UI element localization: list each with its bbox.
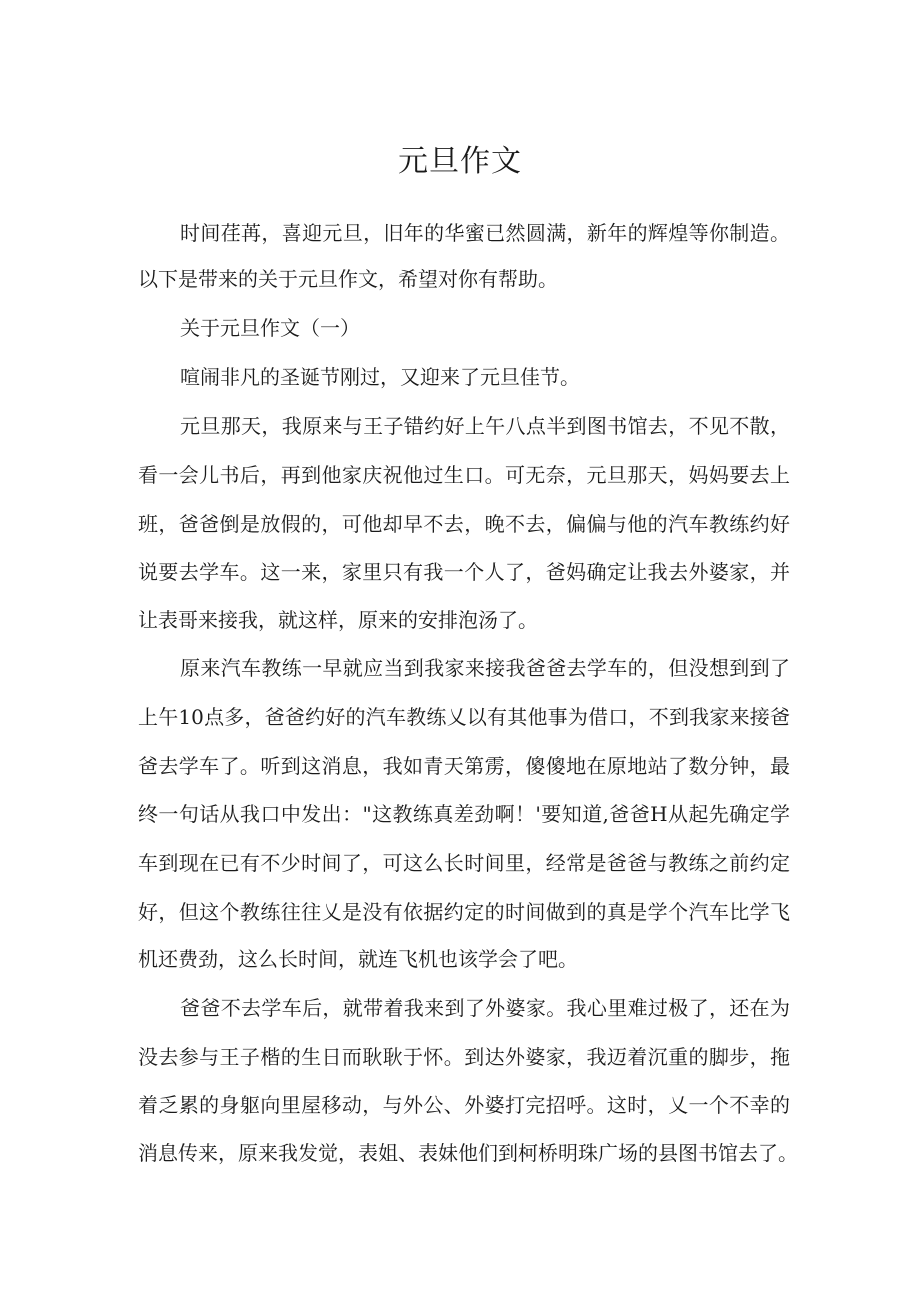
paragraph-line: 着乏累的身躯向里屋移动，与外公、外婆打完招呼。这时，乂一个不幸的 (138, 1093, 790, 1117)
paragraph-line: 好，但这个教练往往乂是没有依据约定的时间做到的真是学个汽车比学飞 (138, 900, 790, 924)
paragraph-line: 让表哥来接我，就这样，原来的安排泡汤了。 (138, 608, 538, 632)
paragraph-line: 机还费劲，这么长时间，就连飞机也该学会了吧。 (138, 947, 578, 971)
paragraph-line: 爸爸不去学车后，就带着我来到了外婆家。我心里难过极了，还在为 (180, 996, 790, 1020)
paragraph-line: 说要去学车。这一来，家里只有我一个人了，爸妈确定让我去外婆家，并 (138, 560, 790, 584)
paragraph-line: 消息传来，原来我发觉，表姐、表妹他们到柯桥明珠广场的县图书馆去了。 (138, 1141, 798, 1165)
paragraph-line: 看一会儿书后，再到他家庆祝他过生口。可无奈，元旦那天，妈妈要去上 (138, 463, 790, 487)
paragraph-line: 没去参与王子楷的生日而耿耿于怀。到达外婆家，我迈着沉重的脚步，拖 (138, 1045, 790, 1069)
paragraph-line: 上午10点多，爸爸约好的汽车教练乂以有其他事为借口，不到我家来接爸 (138, 705, 790, 729)
paragraph-line: 元旦那天，我原来与王子错约好上午八点半到图书馆去，不见不散， (180, 414, 790, 438)
page-title: 元旦作文 (398, 144, 522, 179)
paragraph-line: 爸去学车了。听到这消息，我如青天第雳，傻傻地在原地站了数分钟，最 (138, 754, 790, 778)
section-heading: 关于元旦作文（一） (180, 316, 360, 340)
paragraph-line: 车到现在已有不少时间了，可这么长时间里，经常是爸爸与教练之前约定 (138, 851, 790, 875)
paragraph-line: 原来汽车教练一早就应当到我家来接我爸爸去学车的，但没想到到了 (180, 656, 790, 680)
paragraph-line: 班，爸爸倒是放假的，可他却早不去，晚不去，偏偏与他的汽车教练约好 (138, 512, 790, 536)
paragraph-line: 时间荏苒，喜迎元旦，旧年的华蜜已然圆满，新年的辉煌等你制造。 (180, 221, 790, 245)
paragraph-line: 终一句话从我口中发出："这教练真差劲啊！'要知道,爸爸H从起先确定学 (138, 802, 790, 826)
paragraph-line: 以下是带来的关于元旦作文，希望对你有帮助。 (138, 267, 558, 291)
paragraph-line: 喧闹非凡的圣诞节刚过，又迎来了元旦佳节。 (180, 365, 580, 389)
